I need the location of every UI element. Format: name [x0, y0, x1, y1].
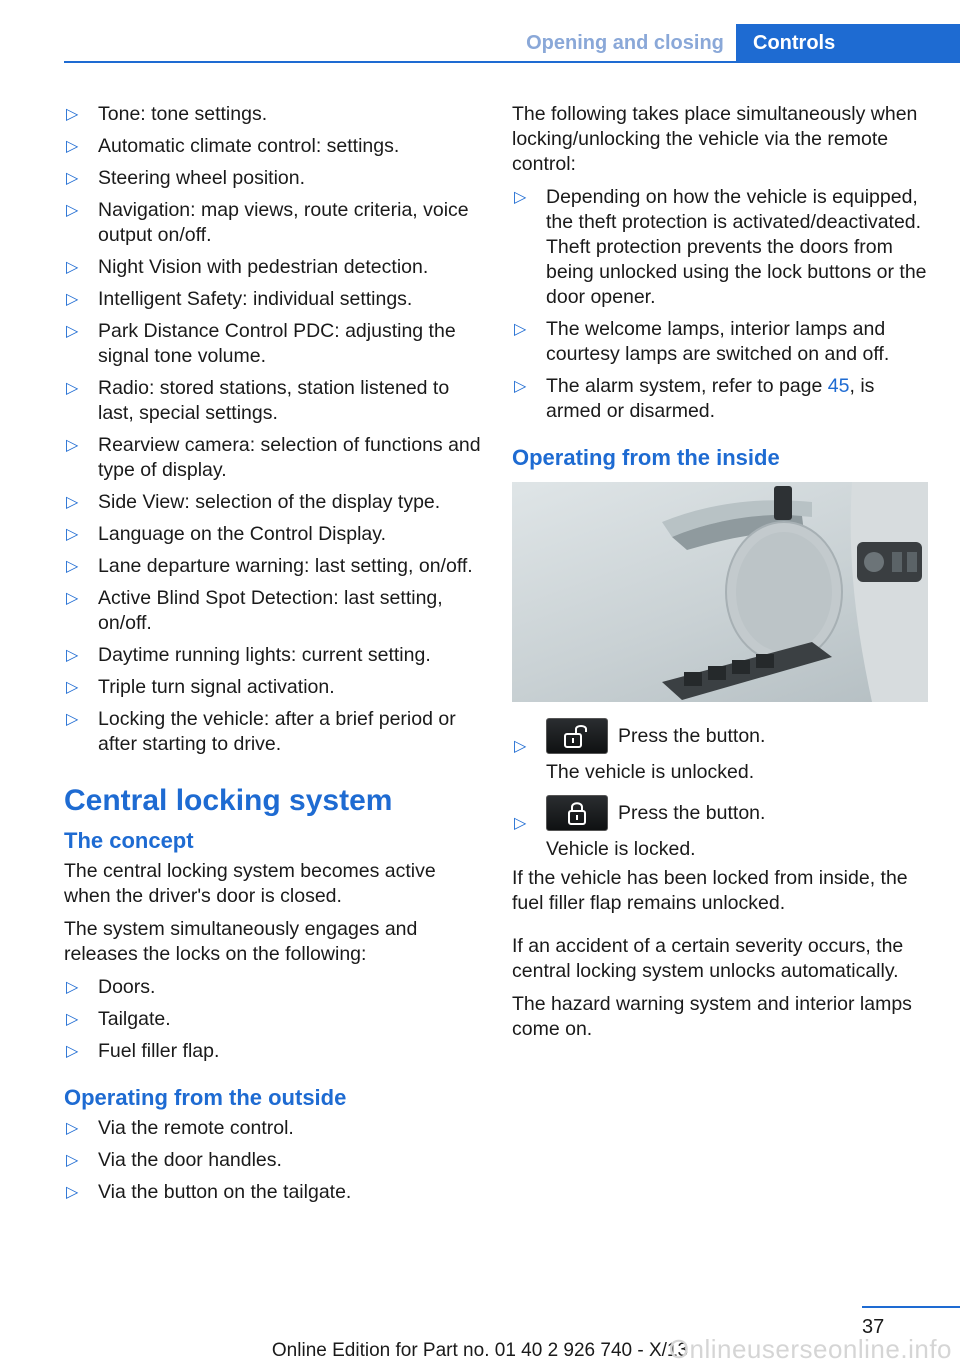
list-item: ▷ Side View: selection of the display type.	[66, 491, 441, 513]
unlock-button[interactable]	[546, 718, 608, 754]
list-item-lock	[512, 795, 932, 862]
bullet-triangle-icon: ▷	[66, 106, 79, 123]
unlock-padlock-icon	[562, 723, 592, 749]
list-item: ▷ Intelligent Safety: individual settings.	[66, 288, 413, 310]
bullet-triangle-icon: ▷	[66, 558, 79, 575]
bullet-triangle-icon: ▷	[514, 321, 527, 338]
list-item: ▷ Tailgate.	[66, 1008, 171, 1030]
door-panel-photo	[512, 482, 928, 702]
outside-list	[64, 1116, 484, 1205]
lock-result: Vehicle is locked.	[546, 838, 696, 860]
concept-paragraph-2: The system simultaneously engages and releases the locks on the following:	[64, 918, 418, 965]
section-heading-central-locking: Central locking system	[64, 784, 393, 817]
bullet-triangle-icon: ▷	[66, 1011, 79, 1028]
list-item: ▷ Night Vision with pedestrian detection.	[66, 256, 429, 278]
list-item: ▷ The alarm system, refer to page 45, is armed or disarmed.	[514, 375, 875, 422]
list-item: ▷ Fuel filler flap.	[66, 1040, 220, 1062]
settings-list	[64, 102, 484, 757]
remote-intro: The following takes place simultaneously when locking/unlocking the vehicle via the remote control:	[512, 103, 918, 175]
list-item: ▷ Triple turn signal activation.	[66, 676, 335, 698]
bullet-triangle-icon: ▷	[66, 979, 79, 996]
bullet-triangle-icon: ▷	[66, 647, 79, 664]
list-item: ▷ Daytime running lights: current setting.	[66, 644, 431, 666]
list-item: ▷ Locking the vehicle: after a brief period or after starting to drive.	[66, 708, 456, 755]
bullet-triangle-icon: ▷	[66, 291, 79, 308]
lock-button[interactable]	[546, 795, 608, 831]
lock-instruction: Press the button.	[618, 801, 766, 824]
page-number: 37	[862, 1316, 885, 1338]
watermark: Onlineuserseonline.info	[668, 1334, 952, 1362]
bullet-triangle-icon: ▷	[66, 138, 79, 155]
unlock-instruction: Press the button.	[618, 724, 766, 747]
bullet-triangle-icon: ▷	[66, 590, 79, 607]
page-link[interactable]: 45	[827, 375, 850, 397]
fuel-flap-paragraph: If the vehicle has been locked from inside, the fuel filler flap remains unlocked.	[512, 867, 908, 914]
bullet-triangle-icon: ▷	[66, 170, 79, 187]
unlock-row	[546, 718, 932, 754]
bullet-triangle-icon: ▷	[66, 1120, 79, 1137]
bullet-triangle-icon: ▷	[66, 711, 79, 728]
list-item: ▷ Rearview camera: selection of functions and type of display.	[66, 434, 481, 481]
concept-paragraph-1: The central locking system becomes active when the driver's door is closed.	[64, 860, 436, 907]
door-panel-illustration	[512, 482, 928, 702]
list-item-unlock	[512, 718, 932, 785]
bullet-triangle-icon: ▷	[66, 679, 79, 696]
subheading-outside: Operating from the outside	[64, 1085, 347, 1110]
hazard-paragraph: The hazard warning system and interior lamps come on.	[512, 993, 912, 1040]
subheading-concept: The concept	[64, 828, 194, 853]
bullet-triangle-icon: ▷	[66, 437, 79, 454]
list-item: ▷ Via the door handles.	[66, 1149, 282, 1171]
bullet-triangle-icon: ▷	[66, 526, 79, 543]
header-section-title: Opening and closing	[526, 32, 724, 54]
list-item: ▷ Language on the Control Display.	[66, 523, 386, 545]
list-item: ▷ Steering wheel position.	[66, 167, 306, 189]
footer-rule	[862, 1306, 960, 1308]
bullet-triangle-icon: ▷	[66, 1184, 79, 1201]
bullet-triangle-icon: ▷	[66, 323, 79, 340]
inside-buttons-list	[512, 718, 932, 862]
list-item: ▷ Automatic climate control: settings.	[66, 135, 400, 157]
bullet-triangle-icon: ▷	[514, 189, 527, 206]
bullet-triangle-icon: ▷	[66, 259, 79, 276]
list-item: ▷ Navigation: map views, route criteria, voice output on/off.	[66, 199, 469, 246]
list-item: ▷ The welcome lamps, interior lamps and courtesy lamps are switched on and off.	[514, 318, 890, 365]
right-column	[512, 102, 932, 1050]
subheading-inside: Operating from the inside	[512, 445, 780, 470]
unlock-result: The vehicle is unlocked.	[546, 761, 755, 783]
header-chapter-tab[interactable]: Controls	[736, 24, 960, 62]
header-rule	[64, 61, 960, 63]
list-item: ▷ Lane departure warning: last setting, on/off.	[66, 555, 473, 577]
bullet-triangle-icon: ▷	[66, 202, 79, 219]
bullet-triangle-icon: ▷	[514, 378, 527, 395]
lock-row	[546, 795, 932, 831]
accident-paragraph: If an accident of a certain severity occurs, the central locking system unlocks automatically.	[512, 935, 904, 982]
bullet-triangle-icon: ▷	[66, 380, 79, 397]
list-item: ▷ Active Blind Spot Detection: last setting, on/off.	[66, 587, 443, 634]
list-item: ▷ Via the remote control.	[66, 1117, 294, 1139]
lock-padlock-icon	[564, 800, 590, 826]
bullet-triangle-icon: ▷	[514, 815, 527, 832]
list-item: ▷ Doors.	[66, 976, 156, 998]
bullet-triangle-icon: ▷	[514, 738, 527, 755]
bullet-triangle-icon: ▷	[66, 1043, 79, 1060]
bullet-triangle-icon: ▷	[66, 494, 79, 511]
list-item: ▷ Via the button on the tailgate.	[66, 1181, 352, 1203]
list-item: ▷ Park Distance Control PDC: adjusting the signal tone volume.	[66, 320, 456, 367]
footer-edition: Online Edition for Part no. 01 40 2 926 740 - X/13	[271, 1340, 689, 1361]
remote-effects-list	[512, 185, 932, 424]
left-column	[64, 102, 484, 1212]
list-item: ▷ Depending on how the vehicle is equipped, the theft protection is activated/deactivated. Theft protection prevents the doors from being unlocked using the lock buttons or the door opener.	[514, 186, 927, 308]
bullet-triangle-icon: ▷	[66, 1152, 79, 1169]
locks-list	[64, 975, 484, 1064]
list-item: ▷ Tone: tone settings.	[66, 103, 268, 125]
list-item: ▷ Radio: stored stations, station listened to last, special settings.	[66, 377, 450, 424]
